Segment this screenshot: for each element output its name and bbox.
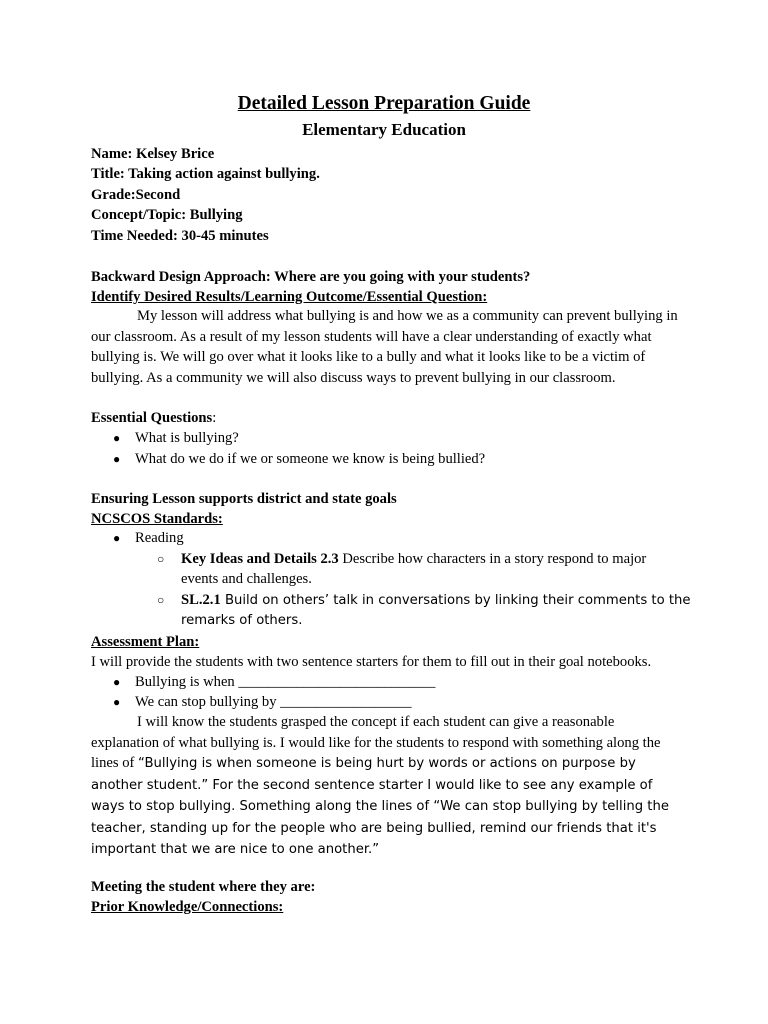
title-line: Title: Taking action against bullying. <box>91 166 320 182</box>
time-line: Time Needed: 30-45 minutes <box>91 228 269 244</box>
list-item: ● Reading <box>113 530 184 546</box>
identify-results-heading: Identify Desired Results/Learning Outcome/Essential Question: <box>91 289 488 305</box>
essential-questions-label: Essential Questions: <box>91 410 217 426</box>
name-line: Name: Kelsey Brice <box>91 146 215 162</box>
prior-knowledge-heading: Prior Knowledge/Connections: <box>91 899 284 915</box>
standard-item: ○ Key Ideas and Details 2.3 Describe how characters in a story respond to major <box>157 551 647 567</box>
meeting-heading: Meeting the student where they are: <box>91 879 316 895</box>
assessment-intro: I will provide the students with two sentence starters for them to fill out in their goal notebooks. <box>91 654 652 670</box>
grade-line: Grade:Second <box>91 187 181 203</box>
ensuring-heading: Ensuring Lesson supports district and state goals <box>91 491 397 507</box>
standard-item-continuation: remarks of others. <box>181 613 303 628</box>
assessment-paragraph: I will know the students grasped the concept if each student can give a reasonable explanation of what bullying is. I would like for the students to respond with something along the lines of “Bullying is when someone is being hurt by words or actions on purpose by another student.” For the second sentence starter I would like to see any example of ways to stop bullying. Something along the lines of “We can stop bullying by telling the teacher, standing up for the people who are being bullied, remind our friends that it's important that we are nice to one another.” <box>91 714 669 857</box>
ncscos-heading: NCSCOS Standards: <box>91 511 223 527</box>
list-item: ● What do we do if we or someone we know is being bullied? <box>113 451 486 467</box>
backward-design-heading: Backward Design Approach: Where are you going with your students? <box>91 269 531 285</box>
list-item: ● We can stop bullying by __________________ <box>113 694 412 710</box>
assessment-heading: Assessment Plan: <box>91 634 200 650</box>
document-subtitle: Elementary Education <box>302 120 466 139</box>
list-item: ● What is bullying? <box>113 430 239 446</box>
standard-item-continuation: events and challenges. <box>181 571 312 587</box>
concept-line: Concept/Topic: Bullying <box>91 207 243 223</box>
standard-item: ○ SL.2.1 Build on others’ talk in conversations by linking their comments to the <box>157 592 691 608</box>
list-item: ● Bullying is when ___________________________ <box>113 674 436 690</box>
identify-paragraph: My lesson will address what bullying is and how we as a community can prevent bullying in our classroom. As a result of my lesson students will have a clear understanding of exactly what bullying is. We will go over what it looks like to a bully and what it looks like to be a victim of bullying. As a community we will also discuss ways to prevent bullying in our classroom. <box>91 308 678 386</box>
document-title: Detailed Lesson Preparation Guide <box>237 93 531 114</box>
